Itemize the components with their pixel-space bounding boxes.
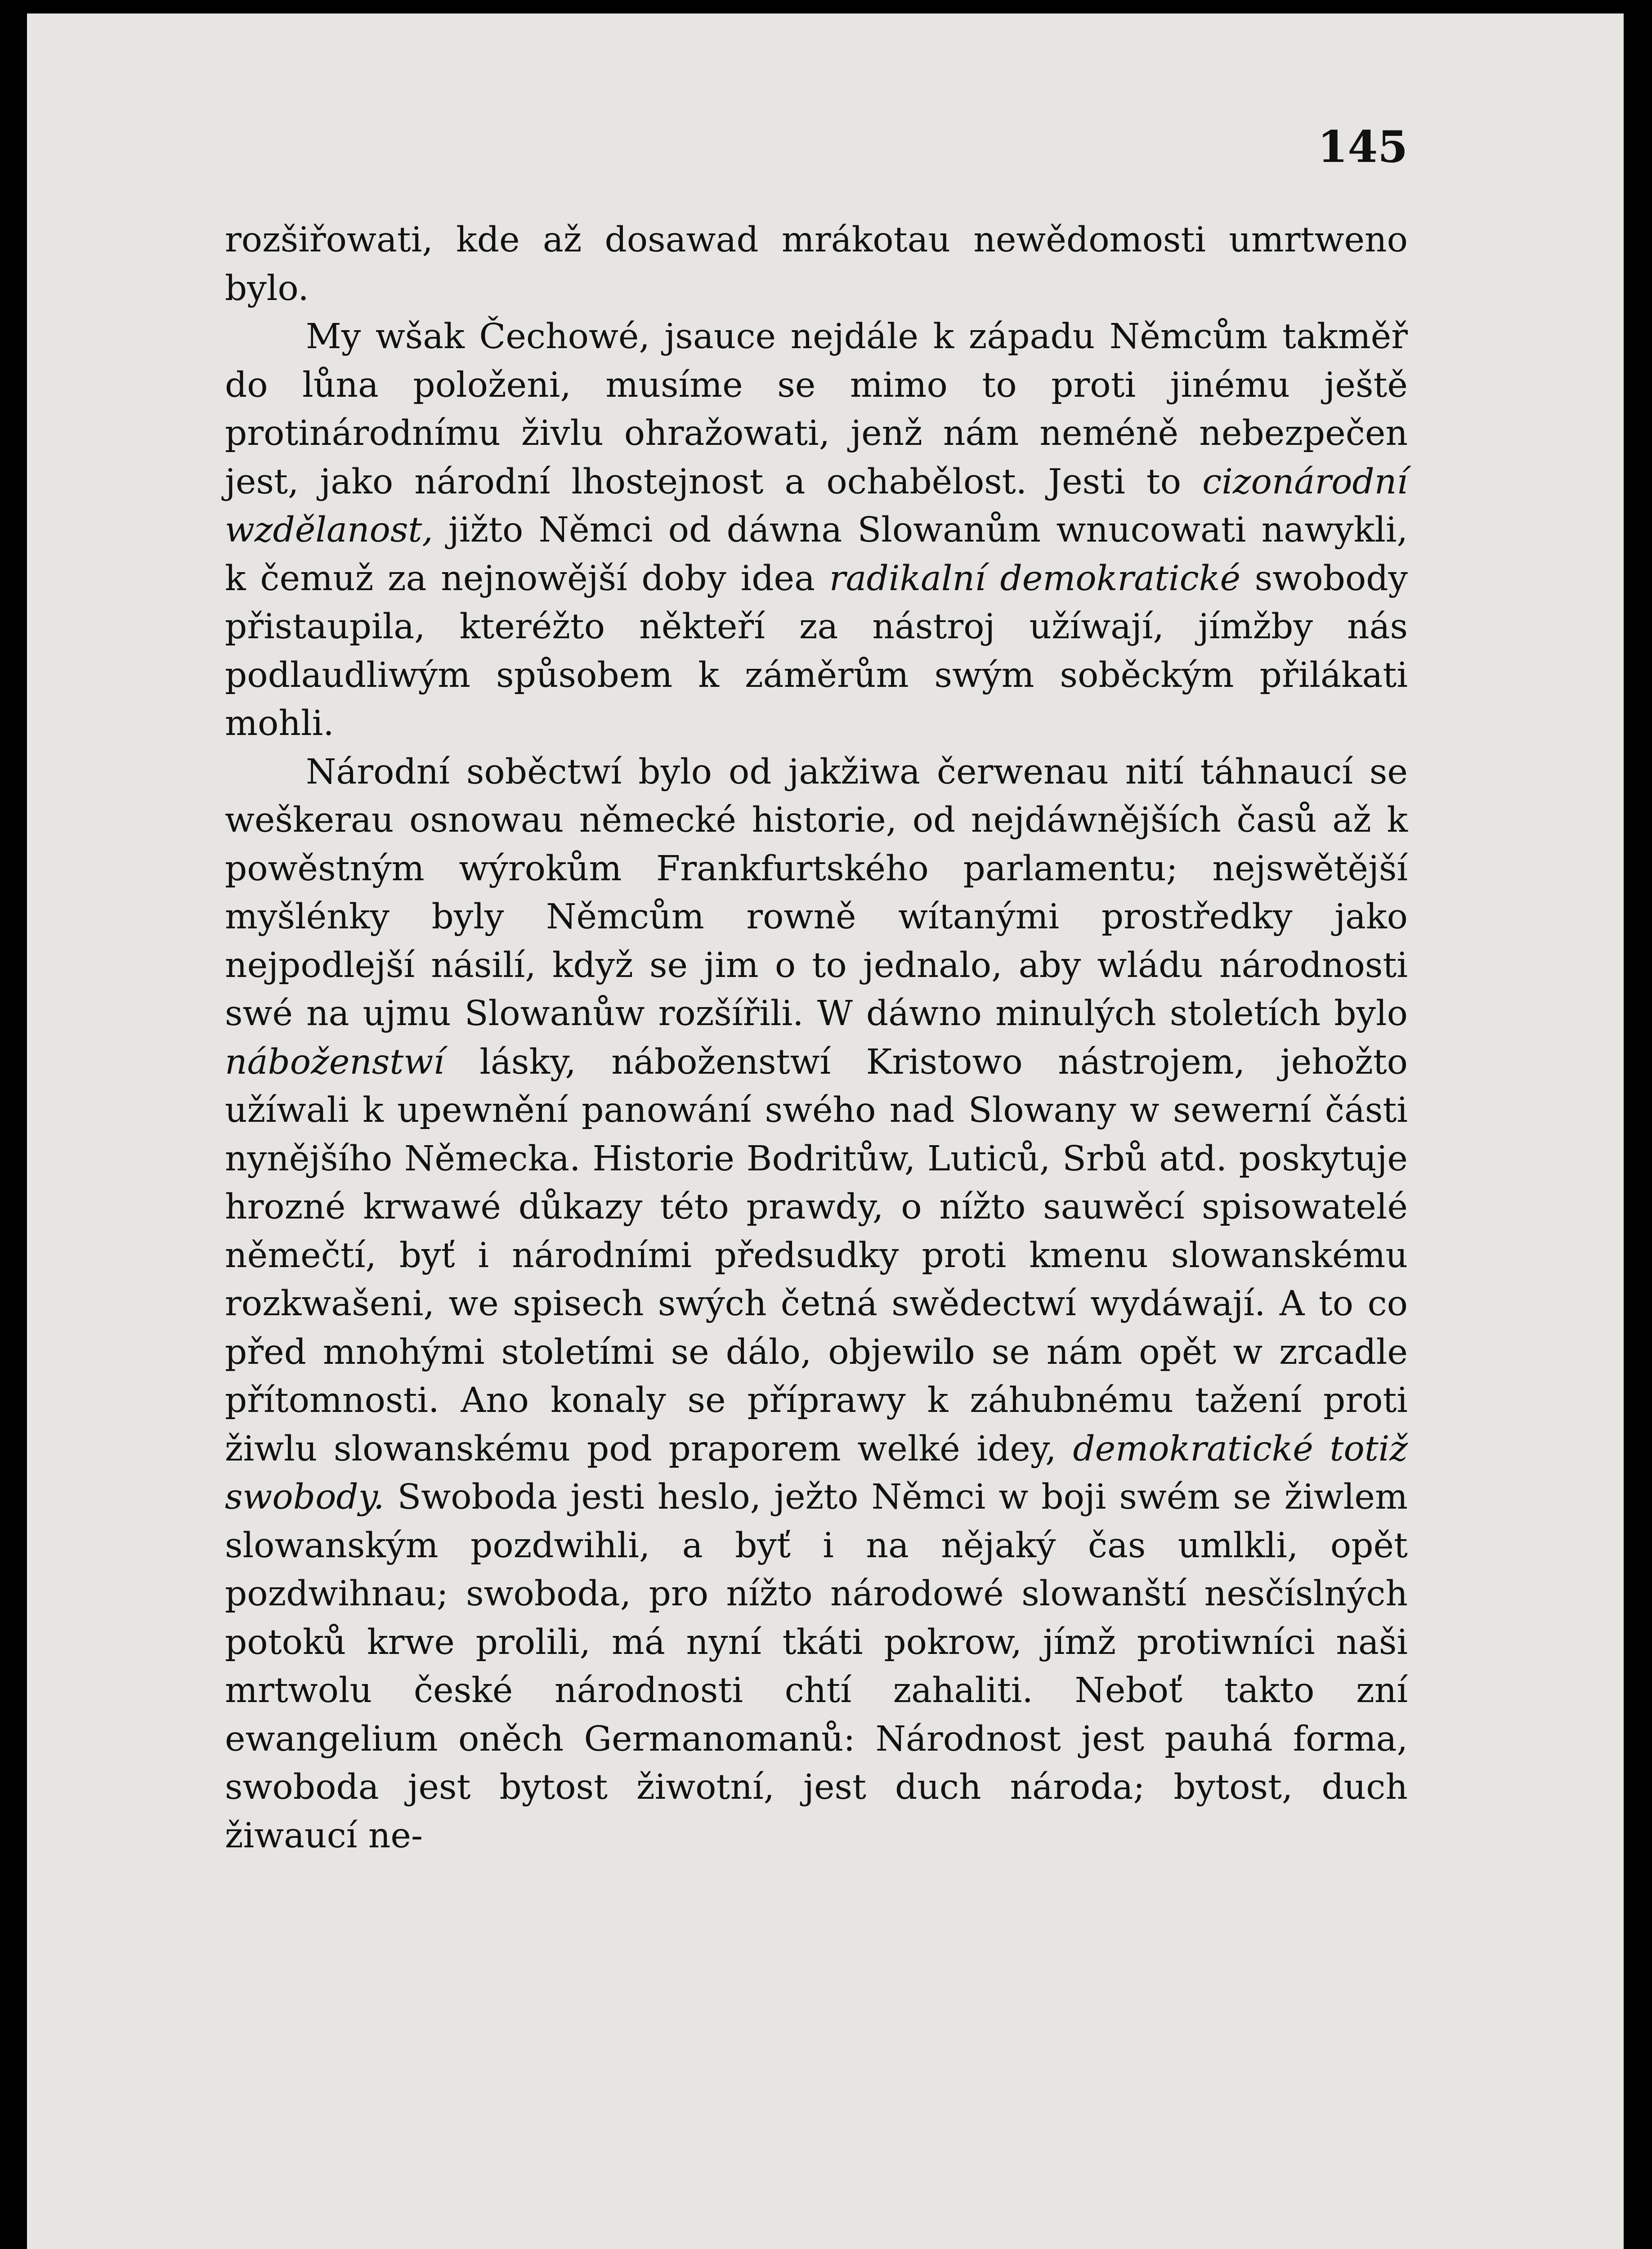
paragraph-2 (225, 313, 1408, 748)
paragraph-2-text-b: jižto Němci od dáwna Slowanům wnucowati nawykli, k čemuž za nejnowější doby idea (225, 510, 1408, 599)
paragraph-1-text: rozšiřowati, kde až dosawad mrákotau newědomosti umrtweno bylo. (225, 220, 1408, 309)
page-number: 145 (1317, 121, 1408, 172)
paper-sheet (27, 13, 1624, 2249)
paragraph-3-text-a: Národní soběctwí bylo od jakžiwa čerwenau nití táhnaucí se weškerau osnowau německé historie, od nejdáwnějších časů až k powěstným wýrokům Frankfurtského parlamentu; nejswětější myšlénky byly Němcům rowně wítanými prostředky jako nejpodlejší násilí, když se jim o to jednalo, aby wládu národnosti swé na ujmu Slowanůw rozšířili. W dáwno minulých stoletích bylo (225, 752, 1408, 1034)
paragraph-2-text-a: My wšak Čechowé, jsauce nejdále k západu Němcům takměř do lůna položeni, musíme se mimo to proti jinému ještě protinárodnímu živlu ohražowati, jenž nám neméně nebezpečen jest, jako národní lhostejnost a ochabělost. Jesti to (225, 317, 1408, 502)
italic-nabozenstwi: náboženstwí (225, 1042, 444, 1082)
paragraph-3-text-c: Swoboda jesti heslo, ježto Němci w boji swém se žiwlem slowanským pozdwihli, a byť i na nějaký čas umlkli, opět pozdwihnau; swoboda, pro nížto národowé slowanští nesčíslných potoků krwe prolili, má nyní tkáti pokrow, jímž protiwníci naši mrtwolu české národnosti chtí zahaliti. Neboť takto zní ewangelium oněch Germanomanů: Národnost jest pauhá forma, swoboda jest bytost žiwotní, jest duch národa; bytost, duch žiwaucí ne- (225, 1477, 1408, 1856)
italic-cizonarodni-wzdelanost: cizonárodní wzdělanost, (225, 461, 1408, 550)
paragraph-1 (225, 216, 1408, 313)
paragraph-3-text-b: lásky, náboženstwí Kristowo nástrojem, jehožto užíwali k upewnění panowání swého nad Slowany w sewerní části nynějšího Německa. Historie Bodritůw, Luticů, Srbů atd. poskytuje hrozné krwawé důkazy této prawdy, o nížto sauwěcí spisowatelé němečtí, byť i národními předsudky proti kmenu slowanskému rozkwašeni, we spisech swých četná swědectwí wydáwají. A to co před mnohými stoletími se dálo, objewilo se nám opět w zrcadle přítomnosti. Ano konaly se příprawy k záhubnému tažení proti žiwlu slowanskému pod praporem welké idey, (225, 1042, 1408, 1469)
italic-demokraticke-swobody: demokratické totiž swobody. (225, 1429, 1408, 1517)
paragraph-3 (225, 748, 1408, 1860)
body-text (225, 216, 1408, 1860)
italic-radikalni-demokraticke: radikalní demokratické (829, 558, 1241, 599)
paragraph-2-text-c: swobody přistaupila, kteréžto někteří za nástroj užíwají, jímžby nás podlaudliwým spůsobem k záměrům swým soběckým přilákati mohli. (225, 558, 1408, 744)
